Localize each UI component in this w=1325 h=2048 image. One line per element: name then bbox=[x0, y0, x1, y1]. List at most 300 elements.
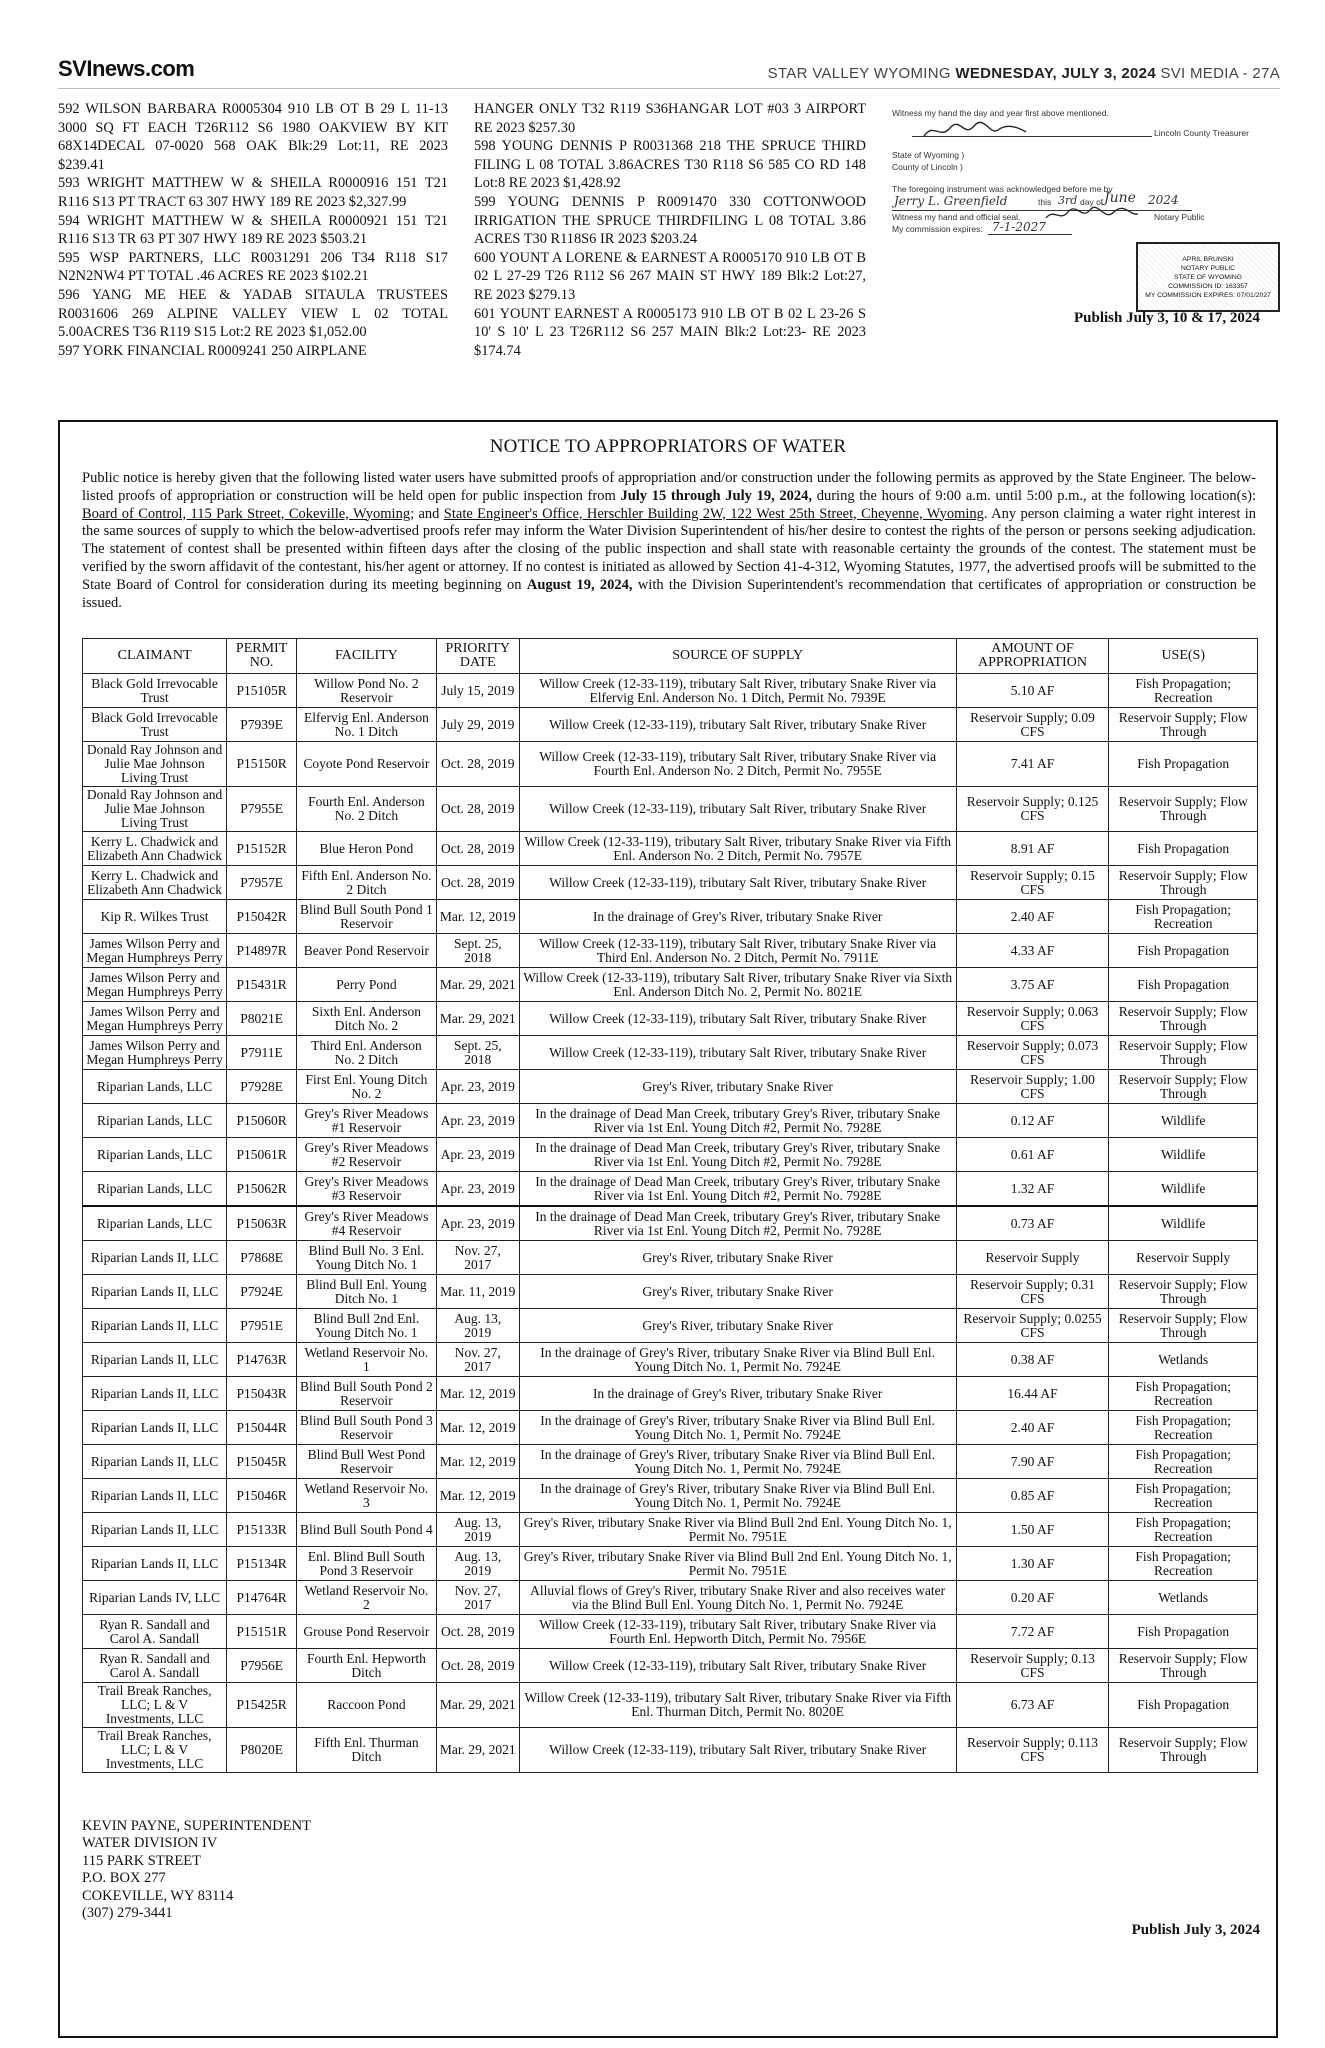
acknowledgment-year: 2024 bbox=[1148, 193, 1179, 207]
facility-cell: Fourth Enl. Hepworth Ditch bbox=[297, 1649, 437, 1683]
permit-cell: P7955E bbox=[227, 787, 297, 832]
treasurer-certification bbox=[892, 100, 1280, 330]
facility-cell: Elfervig Enl. Anderson No. 1 Ditch bbox=[297, 708, 437, 742]
tax-list-column-2 bbox=[474, 100, 866, 360]
source-cell: In the drainage of Dead Man Creek, tributary Grey's River, tributary Snake River via 1st Enl. Young Ditch #2, Permit No. 7928E bbox=[519, 1206, 956, 1241]
table-row bbox=[83, 866, 1258, 900]
table-row bbox=[83, 1343, 1258, 1377]
priority-date-cell: Aug. 13, 2019 bbox=[436, 1513, 519, 1547]
amount-cell: 1.30 AF bbox=[956, 1547, 1109, 1581]
permit-cell: P7924E bbox=[227, 1275, 297, 1309]
location-cheyenne: State Engineer's Office, Herschler Building 2W, 122 West 25th Street, Cheyenne, Wyoming bbox=[443, 505, 984, 522]
permit-cell: P15063R bbox=[227, 1206, 297, 1241]
claimant-cell: James Wilson Perry and Megan Humphreys Perry bbox=[83, 968, 227, 1002]
uses-cell: Reservoir Supply bbox=[1109, 1241, 1258, 1275]
priority-date-cell: Apr. 23, 2019 bbox=[436, 1070, 519, 1104]
claimant-cell: Trail Break Ranches, LLC; L & V Investments, LLC bbox=[83, 1683, 227, 1728]
priority-date-cell: Sept. 25, 2018 bbox=[436, 934, 519, 968]
source-cell: In the drainage of Grey's River, tributary Snake River bbox=[519, 1377, 956, 1411]
priority-date-cell: Mar. 11, 2019 bbox=[436, 1275, 519, 1309]
notary-seal bbox=[1136, 242, 1280, 312]
acknowledgment-day-of: day of bbox=[1080, 197, 1104, 207]
amount-cell: 1.32 AF bbox=[956, 1172, 1109, 1207]
uses-cell: Reservoir Supply; Flow Through bbox=[1109, 787, 1258, 832]
amount-cell: 0.20 AF bbox=[956, 1581, 1109, 1615]
source-cell: Willow Creek (12-33-119), tributary Salt River, tributary Snake River via Fifth Enl. Thurman Ditch, Permit No. 8020E bbox=[519, 1683, 956, 1728]
amount-cell: 0.73 AF bbox=[956, 1206, 1109, 1241]
facility-cell: Beaver Pond Reservoir bbox=[297, 934, 437, 968]
signature-rule bbox=[912, 136, 1152, 137]
claimant-cell: Riparian Lands II, LLC bbox=[83, 1309, 227, 1343]
amount-cell: Reservoir Supply; 0.13 CFS bbox=[956, 1649, 1109, 1683]
table-row bbox=[83, 1172, 1258, 1207]
amount-cell: 0.61 AF bbox=[956, 1138, 1109, 1172]
permit-cell: P7939E bbox=[227, 708, 297, 742]
tax-entry: 601 YOUNT EARNEST A R0005173 910 LB OT B 02 L 23-26 S 10' S 10' L 23 T26R112 S6 257 MAIN Blk:2 Lot:23- RE 2023 $174.74 bbox=[474, 305, 866, 359]
priority-date-cell: July 29, 2019 bbox=[436, 708, 519, 742]
permit-cell: P15062R bbox=[227, 1172, 297, 1207]
source-cell: In the drainage of Dead Man Creek, tributary Grey's River, tributary Snake River via 1st Enl. Young Ditch #2, Permit No. 7928E bbox=[519, 1172, 956, 1207]
notice-text: with the Division Superintendent's recommendation that certificates of appropriation or construction be issued. bbox=[82, 576, 1256, 611]
facility-cell: Blind Bull South Pond 1 Reservoir bbox=[297, 900, 437, 934]
facility-cell: Coyote Pond Reservoir bbox=[297, 742, 437, 787]
seal-witness-line: Witness my hand and official seal. bbox=[892, 212, 1021, 222]
acknowledgment-name: Jerry L. Greenfield bbox=[894, 194, 1008, 208]
table-row bbox=[83, 1036, 1258, 1070]
permits-table bbox=[82, 638, 1258, 1773]
permit-cell: P15431R bbox=[227, 968, 297, 1002]
source-cell: Willow Creek (12-33-119), tributary Salt River, tributary Snake River via Fifth Enl. Anderson No. 2 Ditch, Permit No. 7957E bbox=[519, 832, 956, 866]
facility-cell: Wetland Reservoir No. 1 bbox=[297, 1343, 437, 1377]
facility-cell: Grey's River Meadows #4 Reservoir bbox=[297, 1206, 437, 1241]
seal-state: STATE OF WYOMING bbox=[1173, 273, 1243, 281]
table-row bbox=[83, 1445, 1258, 1479]
dateline bbox=[768, 65, 1280, 82]
uses-cell: Reservoir Supply; Flow Through bbox=[1109, 1309, 1258, 1343]
permit-cell: P15043R bbox=[227, 1377, 297, 1411]
superintendent-address bbox=[82, 1818, 311, 1922]
permit-cell: P14763R bbox=[227, 1343, 297, 1377]
facility-cell: Willow Pond No. 2 Reservoir bbox=[297, 674, 437, 708]
notice-text: ; and bbox=[410, 505, 444, 522]
facility-cell: Grey's River Meadows #1 Reservoir bbox=[297, 1104, 437, 1138]
amount-cell: 7.90 AF bbox=[956, 1445, 1109, 1479]
column-header: CLAIMANT bbox=[83, 639, 227, 674]
priority-date-cell: Oct. 28, 2019 bbox=[436, 866, 519, 900]
uses-cell: Reservoir Supply; Flow Through bbox=[1109, 1002, 1258, 1036]
priority-date-cell: Mar. 12, 2019 bbox=[436, 900, 519, 934]
facility-cell: Grouse Pond Reservoir bbox=[297, 1615, 437, 1649]
uses-cell: Fish Propagation bbox=[1109, 742, 1258, 787]
source-cell: Grey's River, tributary Snake River via Blind Bull 2nd Enl. Young Ditch No. 1, Permit No. 7951E bbox=[519, 1547, 956, 1581]
table-row bbox=[83, 1411, 1258, 1445]
facility-cell: Blind Bull No. 3 Enl. Young Ditch No. 1 bbox=[297, 1241, 437, 1275]
claimant-cell: Black Gold Irrevocable Trust bbox=[83, 674, 227, 708]
priority-date-cell: Sept. 25, 2018 bbox=[436, 1036, 519, 1070]
claimant-cell: Trail Break Ranches, LLC; L & V Investments, LLC bbox=[83, 1728, 227, 1773]
tax-list-column-1 bbox=[58, 100, 448, 360]
column-header: AMOUNT OF APPROPRIATION bbox=[956, 639, 1109, 674]
publish-date: Publish July 3, 2024 bbox=[1131, 1922, 1260, 1938]
address-line: WATER DIVISION IV bbox=[82, 1835, 218, 1852]
priority-date-cell: Aug. 13, 2019 bbox=[436, 1547, 519, 1581]
acknowledgment-month: June bbox=[1104, 190, 1136, 206]
amount-cell: Reservoir Supply; 0.113 CFS bbox=[956, 1728, 1109, 1773]
priority-date-cell: Oct. 28, 2019 bbox=[436, 832, 519, 866]
amount-cell: 0.12 AF bbox=[956, 1104, 1109, 1138]
claimant-cell: Donald Ray Johnson and Julie Mae Johnson Living Trust bbox=[83, 742, 227, 787]
permit-cell: P15134R bbox=[227, 1547, 297, 1581]
permit-cell: P15105R bbox=[227, 674, 297, 708]
tax-entry: HANGER ONLY T32 R119 S36HANGAR LOT #03 3 AIRPORT RE 2023 $257.30 bbox=[474, 101, 866, 136]
address-line: COKEVILLE, WY 83114 bbox=[82, 1887, 234, 1904]
uses-cell: Reservoir Supply; Flow Through bbox=[1109, 1275, 1258, 1309]
amount-cell: 1.50 AF bbox=[956, 1513, 1109, 1547]
uses-cell: Wildlife bbox=[1109, 1172, 1258, 1207]
table-row bbox=[83, 1547, 1258, 1581]
inspection-dates: July 15 through July 19, 2024, bbox=[620, 487, 813, 504]
table-row bbox=[83, 1581, 1258, 1615]
claimant-cell: Ryan R. Sandall and Carol A. Sandall bbox=[83, 1649, 227, 1683]
priority-date-cell: Mar. 29, 2021 bbox=[436, 1002, 519, 1036]
amount-cell: 7.72 AF bbox=[956, 1615, 1109, 1649]
table-row bbox=[83, 968, 1258, 1002]
amount-cell: 4.33 AF bbox=[956, 934, 1109, 968]
facility-cell: Sixth Enl. Anderson Ditch No. 2 bbox=[297, 1002, 437, 1036]
table-row bbox=[83, 1615, 1258, 1649]
priority-date-cell: Mar. 12, 2019 bbox=[436, 1411, 519, 1445]
source-cell: Willow Creek (12-33-119), tributary Salt River, tributary Snake River via Elfervig Enl. Anderson No. 1 Ditch, Permit No. 7939E bbox=[519, 674, 956, 708]
permit-cell: P7951E bbox=[227, 1309, 297, 1343]
facility-cell: Blind Bull South Pond 2 Reservoir bbox=[297, 1377, 437, 1411]
table-row bbox=[83, 1649, 1258, 1683]
claimant-cell: James Wilson Perry and Megan Humphreys Perry bbox=[83, 1036, 227, 1070]
priority-date-cell: Nov. 27, 2017 bbox=[436, 1343, 519, 1377]
uses-cell: Reservoir Supply; Flow Through bbox=[1109, 1728, 1258, 1773]
table-row bbox=[83, 1070, 1258, 1104]
source-cell: Willow Creek (12-33-119), tributary Salt River, tributary Snake River via Fourth Enl. Hepworth Ditch, Permit No. 7956E bbox=[519, 1615, 956, 1649]
table-row bbox=[83, 934, 1258, 968]
tax-entry: 599 YOUNG DENNIS P R0091470 330 COTTONWOOD IRRIGATION THE SPRUCE THIRDFILING L 08 TOTAL 3.86 ACRES T30 R118S6 IR 2023 $203.24 bbox=[474, 193, 866, 248]
permit-cell: P15152R bbox=[227, 832, 297, 866]
facility-cell: Fourth Enl. Anderson No. 2 Ditch bbox=[297, 787, 437, 832]
priority-date-cell: Oct. 28, 2019 bbox=[436, 1615, 519, 1649]
uses-cell: Wetlands bbox=[1109, 1343, 1258, 1377]
source-cell: Grey's River, tributary Snake River bbox=[519, 1070, 956, 1104]
address-line: (307) 279-3441 bbox=[82, 1905, 173, 1922]
masthead bbox=[58, 52, 1280, 89]
amount-cell: 2.40 AF bbox=[956, 900, 1109, 934]
claimant-cell: Riparian Lands II, LLC bbox=[83, 1241, 227, 1275]
table-row bbox=[83, 1275, 1258, 1309]
claimant-cell: Black Gold Irrevocable Trust bbox=[83, 708, 227, 742]
uses-cell: Wildlife bbox=[1109, 1206, 1258, 1241]
table-row bbox=[83, 1683, 1258, 1728]
amount-cell: 16.44 AF bbox=[956, 1377, 1109, 1411]
permit-cell: P7928E bbox=[227, 1070, 297, 1104]
tax-entry: 598 YOUNG DENNIS P R0031368 218 THE SPRUCE THIRD FILING L 08 TOTAL 3.86ACRES T30 R118 S6 585 CO RD 148 Lot:8 RE 2023 $1,428.92 bbox=[474, 138, 866, 192]
claimant-cell: Riparian Lands II, LLC bbox=[83, 1411, 227, 1445]
uses-cell: Wildlife bbox=[1109, 1104, 1258, 1138]
source-cell: Grey's River, tributary Snake River bbox=[519, 1275, 956, 1309]
uses-cell: Fish Propagation; Recreation bbox=[1109, 1377, 1258, 1411]
facility-cell: Wetland Reservoir No. 3 bbox=[297, 1479, 437, 1513]
source-cell: In the drainage of Grey's River, tributary Snake River via Blind Bull Enl. Young Ditch No. 1, Permit No. 7924E bbox=[519, 1343, 956, 1377]
facility-cell: Grey's River Meadows #2 Reservoir bbox=[297, 1138, 437, 1172]
amount-cell: Reservoir Supply; 0.073 CFS bbox=[956, 1036, 1109, 1070]
priority-date-cell: Apr. 23, 2019 bbox=[436, 1104, 519, 1138]
table-row bbox=[83, 742, 1258, 787]
claimant-cell: Kerry L. Chadwick and Elizabeth Ann Chadwick bbox=[83, 832, 227, 866]
dateline-date: WEDNESDAY, JULY 3, 2024 bbox=[955, 65, 1156, 82]
claimant-cell: Riparian Lands, LLC bbox=[83, 1206, 227, 1241]
site-name: SVInews.com bbox=[58, 56, 195, 81]
table-row bbox=[83, 1002, 1258, 1036]
permit-cell: P8020E bbox=[227, 1728, 297, 1773]
seal-expires: MY COMMISSION EXPIRES: 07/01/2027 bbox=[1145, 291, 1271, 299]
uses-cell: Fish Propagation bbox=[1109, 968, 1258, 1002]
table-row bbox=[83, 1479, 1258, 1513]
uses-cell: Reservoir Supply; Flow Through bbox=[1109, 708, 1258, 742]
notice-text: . Any person claiming a water right interest in the same sources of supply to which the below-advertised proofs refer may inform the Water Division Superintendent of his/her desire to contest the rights of the person or persons seeking adjudication. The statement of contest shall be presented within fifteen days after the closing of the public inspection and shall state with reasonable certainty the grounds of the contest. The statement must be verified by the sworn affidavit of the contestant, his/her agent or attorney. If no contest is initiated as allowed by Section 41-4-312, Wyoming Statutes, 1977, the advertised proofs will be submitted to the State Board of Control for consideration during its meeting beginning on bbox=[82, 505, 1256, 593]
source-cell: Willow Creek (12-33-119), tributary Salt River, tributary Snake River via Third Enl. Anderson No. 2 Ditch, Permit No. 7911E bbox=[519, 934, 956, 968]
uses-cell: Reservoir Supply; Flow Through bbox=[1109, 1070, 1258, 1104]
permit-cell: P7911E bbox=[227, 1036, 297, 1070]
priority-date-cell: Mar. 12, 2019 bbox=[436, 1445, 519, 1479]
source-cell: Alluvial flows of Grey's River, tributary Snake River and also receives water via the Blind Bull Enl. Young Ditch No. 1, Permit No. 7924E bbox=[519, 1581, 956, 1615]
uses-cell: Fish Propagation; Recreation bbox=[1109, 1445, 1258, 1479]
source-cell: Willow Creek (12-33-119), tributary Salt River, tributary Snake River bbox=[519, 1649, 956, 1683]
permit-cell: P15150R bbox=[227, 742, 297, 787]
uses-cell: Fish Propagation; Recreation bbox=[1109, 674, 1258, 708]
commission-date: 7-1-2027 bbox=[992, 220, 1046, 234]
source-cell: In the drainage of Grey's River, tributary Snake River via Blind Bull Enl. Young Ditch No. 1, Permit No. 7924E bbox=[519, 1445, 956, 1479]
notary-signature bbox=[1042, 204, 1142, 226]
notice-body bbox=[82, 470, 1256, 612]
acknowledgment-this: this bbox=[1038, 197, 1052, 207]
table-row bbox=[83, 900, 1258, 934]
priority-date-cell: Apr. 23, 2019 bbox=[436, 1206, 519, 1241]
source-cell: Willow Creek (12-33-119), tributary Salt River, tributary Snake River via Sixth Enl. Anderson Ditch No. 2, Permit No. 8021E bbox=[519, 968, 956, 1002]
facility-cell: Blind Bull 2nd Enl. Young Ditch No. 1 bbox=[297, 1309, 437, 1343]
facility-cell: Blind Bull West Pond Reservoir bbox=[297, 1445, 437, 1479]
source-cell: Willow Creek (12-33-119), tributary Salt River, tributary Snake River via Fourth Enl. Anderson No. 2 Ditch, Permit No. 7955E bbox=[519, 742, 956, 787]
tax-entry: 592 WILSON BARBARA R0005304 910 LB OT B 29 L 11-13 3000 SQ FT EACH T26R112 S6 1980 OAKVIEW BY KIT 68X14DECAL 07-0020 568 OAK Blk:29 Lot:11, RE 2023 $239.41 bbox=[58, 101, 448, 173]
amount-cell: 6.73 AF bbox=[956, 1683, 1109, 1728]
claimant-cell: Ryan R. Sandall and Carol A. Sandall bbox=[83, 1615, 227, 1649]
source-cell: In the drainage of Grey's River, tributary Snake River via Blind Bull Enl. Young Ditch No. 1, Permit No. 7924E bbox=[519, 1411, 956, 1445]
amount-cell: Reservoir Supply; 0.063 CFS bbox=[956, 1002, 1109, 1036]
priority-date-cell: Mar. 29, 2021 bbox=[436, 1683, 519, 1728]
address-line: KEVIN PAYNE, SUPERINTENDENT bbox=[82, 1818, 311, 1834]
facility-cell: Enl. Blind Bull South Pond 3 Reservoir bbox=[297, 1547, 437, 1581]
source-cell: Willow Creek (12-33-119), tributary Salt River, tributary Snake River bbox=[519, 1036, 956, 1070]
permit-cell: P15061R bbox=[227, 1138, 297, 1172]
source-cell: In the drainage of Dead Man Creek, tributary Grey's River, tributary Snake River via 1st Enl. Young Ditch #2, Permit No. 7928E bbox=[519, 1138, 956, 1172]
claimant-cell: James Wilson Perry and Megan Humphreys Perry bbox=[83, 934, 227, 968]
priority-date-cell: Oct. 28, 2019 bbox=[436, 742, 519, 787]
table-row bbox=[83, 1241, 1258, 1275]
treasurer-signature bbox=[920, 120, 1030, 142]
meeting-date: August 19, 2024, bbox=[526, 576, 633, 593]
source-cell: Grey's River, tributary Snake River via Blind Bull 2nd Enl. Young Ditch No. 1, Permit No. 7951E bbox=[519, 1513, 956, 1547]
claimant-cell: James Wilson Perry and Megan Humphreys Perry bbox=[83, 1002, 227, 1036]
table-row bbox=[83, 708, 1258, 742]
facility-cell: Grey's River Meadows #3 Reservoir bbox=[297, 1172, 437, 1207]
table-row bbox=[83, 1138, 1258, 1172]
facility-cell: Fifth Enl. Thurman Ditch bbox=[297, 1728, 437, 1773]
priority-date-cell: Apr. 23, 2019 bbox=[436, 1138, 519, 1172]
amount-cell: 0.85 AF bbox=[956, 1479, 1109, 1513]
claimant-cell: Riparian Lands, LLC bbox=[83, 1104, 227, 1138]
permits-table-body bbox=[83, 674, 1258, 1773]
facility-cell: Wetland Reservoir No. 2 bbox=[297, 1581, 437, 1615]
water-notice bbox=[58, 420, 1278, 2038]
seal-title: NOTARY PUBLIC bbox=[1180, 264, 1235, 272]
seal-commission-id: COMMISSION ID: 163357 bbox=[1168, 282, 1248, 290]
source-cell: Willow Creek (12-33-119), tributary Salt River, tributary Snake River bbox=[519, 787, 956, 832]
priority-date-cell: Mar. 29, 2021 bbox=[436, 1728, 519, 1773]
table-row bbox=[83, 1513, 1258, 1547]
uses-cell: Fish Propagation bbox=[1109, 934, 1258, 968]
source-cell: Grey's River, tributary Snake River bbox=[519, 1241, 956, 1275]
facility-cell: Third Enl. Anderson No. 2 Ditch bbox=[297, 1036, 437, 1070]
facility-cell: First Enl. Young Ditch No. 2 bbox=[297, 1070, 437, 1104]
uses-cell: Wetlands bbox=[1109, 1581, 1258, 1615]
column-header: SOURCE OF SUPPLY bbox=[519, 639, 956, 674]
uses-cell: Fish Propagation bbox=[1109, 1615, 1258, 1649]
priority-date-cell: July 15, 2019 bbox=[436, 674, 519, 708]
amount-cell: 7.41 AF bbox=[956, 742, 1109, 787]
table-row bbox=[83, 1728, 1258, 1773]
table-row bbox=[83, 1206, 1258, 1241]
acknowledgment-line: The foregoing instrument was acknowledged before me by bbox=[892, 184, 1113, 194]
table-row bbox=[83, 1309, 1258, 1343]
source-cell: In the drainage of Grey's River, tributary Snake River via Blind Bull Enl. Young Ditch No. 1, Permit No. 7924E bbox=[519, 1479, 956, 1513]
uses-cell: Fish Propagation; Recreation bbox=[1109, 900, 1258, 934]
notice-title: NOTICE TO APPROPRIATORS OF WATER bbox=[489, 436, 847, 457]
claimant-cell: Riparian Lands II, LLC bbox=[83, 1445, 227, 1479]
commission-label: My commission expires: bbox=[892, 224, 983, 234]
priority-date-cell: Aug. 13, 2019 bbox=[436, 1309, 519, 1343]
tax-entry: 597 YORK FINANCIAL R0009241 250 AIRPLANE bbox=[58, 342, 367, 359]
priority-date-cell: Nov. 27, 2017 bbox=[436, 1581, 519, 1615]
amount-cell: 0.38 AF bbox=[956, 1343, 1109, 1377]
claimant-cell: Riparian Lands II, LLC bbox=[83, 1275, 227, 1309]
priority-date-cell: Apr. 23, 2019 bbox=[436, 1172, 519, 1207]
column-header: PRIORITY DATE bbox=[436, 639, 519, 674]
amount-cell: 3.75 AF bbox=[956, 968, 1109, 1002]
amount-cell: 8.91 AF bbox=[956, 832, 1109, 866]
notary-label: Notary Public bbox=[1154, 212, 1205, 222]
priority-date-cell: Mar. 12, 2019 bbox=[436, 1377, 519, 1411]
permit-cell: P15045R bbox=[227, 1445, 297, 1479]
priority-date-cell: Oct. 28, 2019 bbox=[436, 787, 519, 832]
notice-text: during the hours of 9:00 a.m. until 5:00 p.m., at the following location(s): bbox=[812, 487, 1257, 504]
claimant-cell: Riparian Lands IV, LLC bbox=[83, 1581, 227, 1615]
source-cell: Willow Creek (12-33-119), tributary Salt River, tributary Snake River bbox=[519, 866, 956, 900]
amount-cell: Reservoir Supply; 0.0255 CFS bbox=[956, 1309, 1109, 1343]
permit-cell: P8021E bbox=[227, 1002, 297, 1036]
table-row bbox=[83, 832, 1258, 866]
priority-date-cell: Oct. 28, 2019 bbox=[436, 1649, 519, 1683]
priority-date-cell: Nov. 27, 2017 bbox=[436, 1241, 519, 1275]
tax-entry: 595 WSP PARTNERS, LLC R0031291 206 T34 R118 S17 N2N2NW4 PT TOTAL .46 ACRES RE 2023 $102.21 bbox=[58, 249, 448, 285]
permit-cell: P15046R bbox=[227, 1479, 297, 1513]
uses-cell: Wildlife bbox=[1109, 1138, 1258, 1172]
state-line: State of Wyoming ) bbox=[892, 150, 965, 160]
commission-rule bbox=[988, 234, 1072, 235]
permit-cell: P15042R bbox=[227, 900, 297, 934]
priority-date-cell: Mar. 29, 2021 bbox=[436, 968, 519, 1002]
claimant-cell: Riparian Lands II, LLC bbox=[83, 1377, 227, 1411]
facility-cell: Blind Bull Enl. Young Ditch No. 1 bbox=[297, 1275, 437, 1309]
claimant-cell: Riparian Lands II, LLC bbox=[83, 1513, 227, 1547]
amount-cell: Reservoir Supply; 1.00 CFS bbox=[956, 1070, 1109, 1104]
uses-cell: Fish Propagation bbox=[1109, 1683, 1258, 1728]
uses-cell: Fish Propagation; Recreation bbox=[1109, 1411, 1258, 1445]
facility-cell: Raccoon Pond bbox=[297, 1683, 437, 1728]
amount-cell: Reservoir Supply; 0.09 CFS bbox=[956, 708, 1109, 742]
permit-cell: P15425R bbox=[227, 1683, 297, 1728]
permit-cell: P15151R bbox=[227, 1615, 297, 1649]
uses-cell: Fish Propagation; Recreation bbox=[1109, 1547, 1258, 1581]
tax-entry: 593 WRIGHT MATTHEW W & SHEILA R0000916 151 T21 R116 S13 PT TRACT 63 307 HWY 189 RE 2023 $2,327.99 bbox=[58, 175, 448, 210]
source-cell: Willow Creek (12-33-119), tributary Salt River, tributary Snake River bbox=[519, 1002, 956, 1036]
source-cell: Willow Creek (12-33-119), tributary Salt River, tributary Snake River bbox=[519, 708, 956, 742]
tax-entry: 596 YANG ME HEE & YADAB SITAULA TRUSTEES R0031606 269 ALPINE VALLEY VIEW L 02 TOTAL 5.00ACRES T36 R119 S15 Lot:2 RE 2023 $1,052.00 bbox=[58, 286, 448, 341]
amount-cell: Reservoir Supply; 0.125 CFS bbox=[956, 787, 1109, 832]
amount-cell: 5.10 AF bbox=[956, 674, 1109, 708]
uses-cell: Fish Propagation; Recreation bbox=[1109, 1479, 1258, 1513]
table-row bbox=[83, 674, 1258, 708]
tax-entry: 600 YOUNT A LORENE & EARNEST A R0005170 910 LB OT B 02 L 27-29 T26 R112 S6 267 MAIN ST HWY 189 Blk:2 Lot:27, RE 2023 $279.13 bbox=[474, 249, 866, 303]
claimant-cell: Kip R. Wilkes Trust bbox=[83, 900, 227, 934]
column-header: PERMIT NO. bbox=[227, 639, 297, 674]
witness-line: Witness my hand the day and year first above mentioned. bbox=[892, 108, 1109, 118]
amount-cell: 2.40 AF bbox=[956, 1411, 1109, 1445]
amount-cell: Reservoir Supply bbox=[956, 1241, 1109, 1275]
tax-entry: 594 WRIGHT MATTHEW W & SHEILA R0000921 151 T21 R116 S13 TR 63 PT 307 HWY 189 RE 2023 $503.21 bbox=[58, 212, 448, 248]
dateline-paper: STAR VALLEY WYOMING bbox=[767, 65, 956, 82]
permit-cell: P7957E bbox=[227, 866, 297, 900]
column-header: FACILITY bbox=[297, 639, 437, 674]
source-cell: Grey's River, tributary Snake River bbox=[519, 1309, 956, 1343]
amount-cell: Reservoir Supply; 0.31 CFS bbox=[956, 1275, 1109, 1309]
source-cell: In the drainage of Grey's River, tributary Snake River bbox=[519, 900, 956, 934]
permit-cell: P14897R bbox=[227, 934, 297, 968]
uses-cell: Reservoir Supply; Flow Through bbox=[1109, 866, 1258, 900]
permit-cell: P15044R bbox=[227, 1411, 297, 1445]
facility-cell: Blind Bull South Pond 3 Reservoir bbox=[297, 1411, 437, 1445]
source-cell: Willow Creek (12-33-119), tributary Salt River, tributary Snake River bbox=[519, 1728, 956, 1773]
claimant-cell: Riparian Lands, LLC bbox=[83, 1070, 227, 1104]
uses-cell: Reservoir Supply; Flow Through bbox=[1109, 1649, 1258, 1683]
claimant-cell: Riparian Lands II, LLC bbox=[83, 1479, 227, 1513]
claimant-cell: Riparian Lands II, LLC bbox=[83, 1343, 227, 1377]
claimant-cell: Donald Ray Johnson and Julie Mae Johnson Living Trust bbox=[83, 787, 227, 832]
amount-cell: Reservoir Supply; 0.15 CFS bbox=[956, 866, 1109, 900]
column-header: USE(S) bbox=[1109, 639, 1258, 674]
facility-cell: Fifth Enl. Anderson No. 2 Ditch bbox=[297, 866, 437, 900]
treasurer-label: Lincoln County Treasurer bbox=[1154, 128, 1249, 138]
uses-cell: Fish Propagation bbox=[1109, 832, 1258, 866]
notice-text: Public notice is hereby given that the following listed water users have submitted proofs of appropriation and/or construction under the following permits as approved by the State Engineer. The below-listed proofs of appropriation or construction will be held open for public inspection from bbox=[82, 470, 1256, 504]
address-line: 115 PARK STREET bbox=[82, 1852, 201, 1869]
priority-date-cell: Mar. 12, 2019 bbox=[436, 1479, 519, 1513]
permit-cell: P7956E bbox=[227, 1649, 297, 1683]
permit-cell: P15133R bbox=[227, 1513, 297, 1547]
